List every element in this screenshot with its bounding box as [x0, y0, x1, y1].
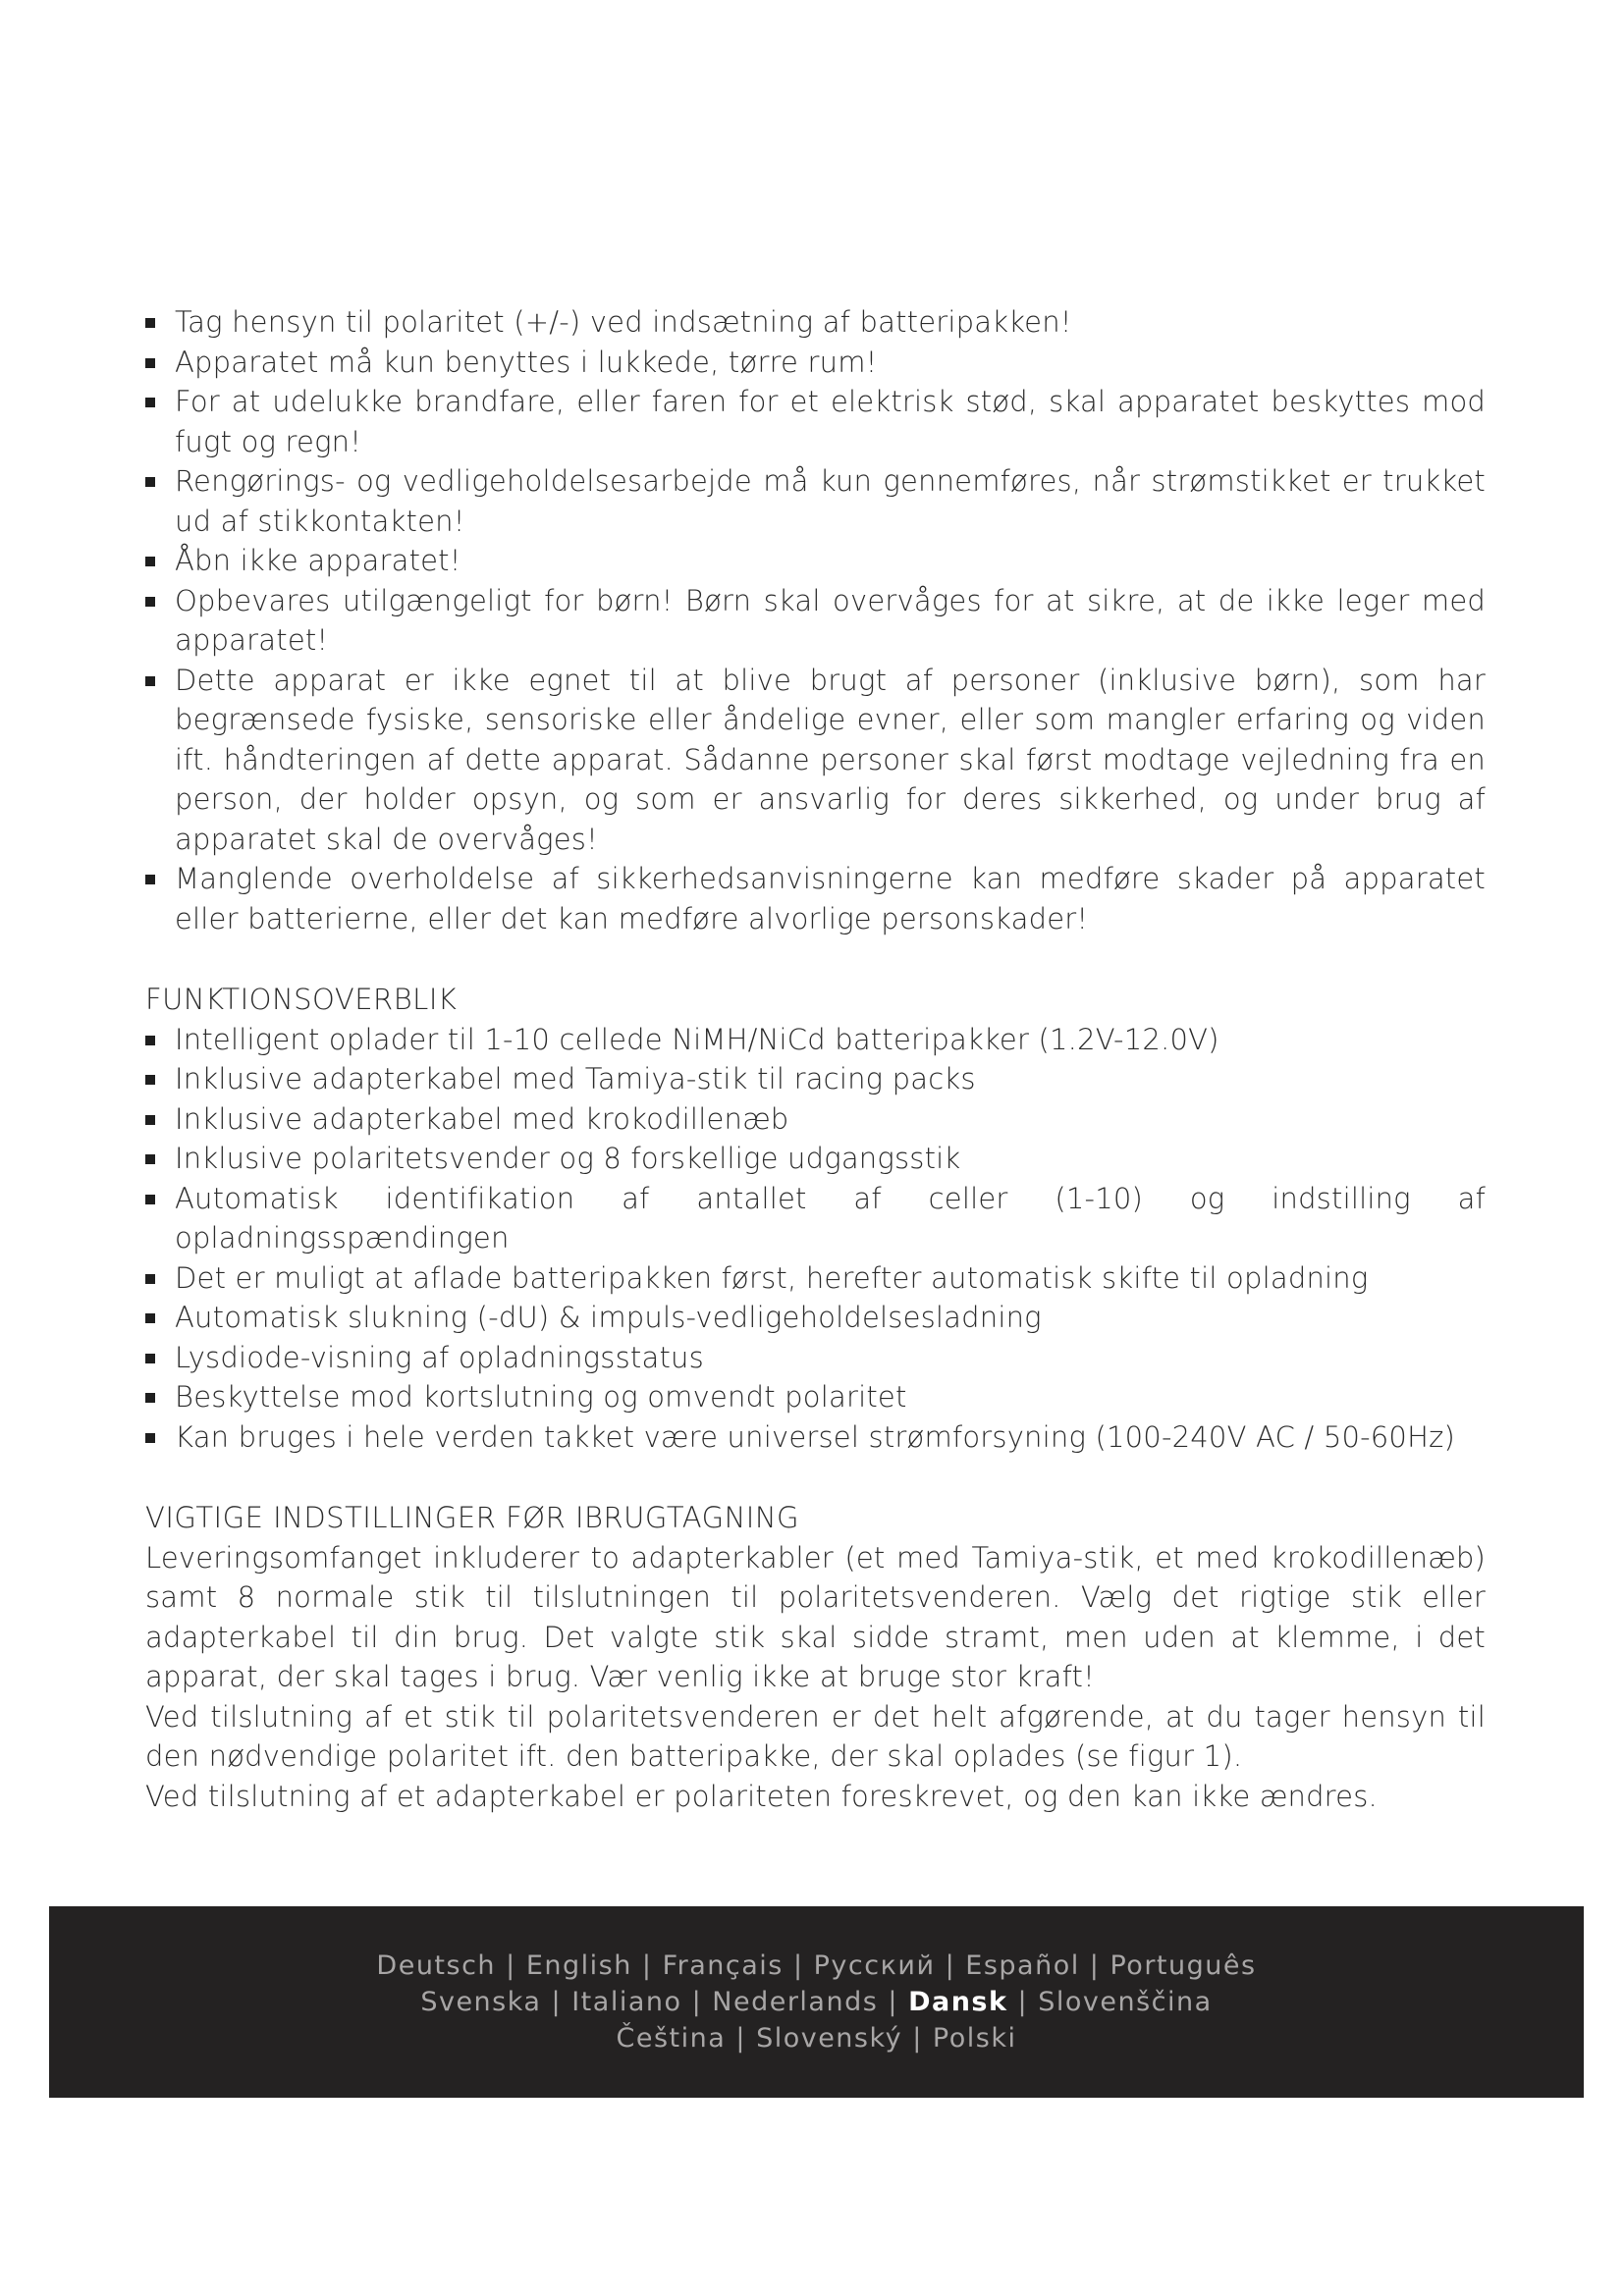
feature-item: Lysdiode-visning af opladningsstatus	[145, 1338, 1486, 1378]
feature-item: Inklusive adapterkabel med Tamiya-stik til racing packs	[145, 1059, 1486, 1099]
feature-item: Intelligent oplader til 1-10 cellede NiMH/NiCd batteripakker (1.2V-12.0V)	[145, 1020, 1486, 1060]
safety-item: Manglende overholdelse af sikkerhedsanvisningerne kan medføre skader på apparatet eller batterierne, eller det kan medføre alvorlige personskader!	[145, 859, 1486, 938]
language-link-portugues[interactable]: Português	[1110, 1950, 1257, 1981]
safety-item: Rengørings- og vedligeholdelsesarbejde må kun gennemføres, når strømstikket er trukket ud af stikkontakten!	[145, 461, 1486, 541]
language-link-dansk-active[interactable]: Dansk	[908, 1987, 1008, 2017]
feature-item: Kan bruges i hele verden takket være universel strømforsyning (100-240V AC / 50-60Hz)	[145, 1417, 1486, 1458]
language-link-svenska[interactable]: Svenska	[420, 1987, 542, 2017]
feature-item: Det er muligt at aflade batteripakken først, herefter automatisk skifte til opladning	[145, 1258, 1486, 1299]
language-link-english[interactable]: English	[525, 1950, 632, 1981]
features-list	[145, 1020, 1486, 1458]
language-link-francais[interactable]: Français	[662, 1950, 784, 1981]
language-separator: |	[631, 1950, 663, 1981]
language-line	[617, 2020, 1017, 2056]
language-link-nederlands[interactable]: Nederlands	[712, 1987, 879, 2017]
feature-item: Automatisk slukning (-dU) & impuls-vedligeholdelsesladning	[145, 1298, 1486, 1338]
feature-item: Automatisk identifikation af antallet af celler (1-10) og indstilling af opladningsspændingen	[145, 1179, 1486, 1258]
language-link-deutsch[interactable]: Deutsch	[376, 1950, 497, 1981]
language-link-polski[interactable]: Polski	[932, 2023, 1017, 2054]
safety-item: Tag hensyn til polaritet (+/-) ved indsætning af batteripakken!	[145, 302, 1486, 343]
feature-item: Inklusive adapterkabel med krokodillenæb	[145, 1099, 1486, 1140]
language-separator: |	[726, 2023, 757, 2054]
language-separator: |	[541, 1987, 572, 2017]
safety-item: Opbevares utilgængeligt for børn! Børn skal overvåges for at sikre, at de ikke leger med apparatet!	[145, 581, 1486, 661]
language-footer	[49, 1906, 1584, 2098]
safety-item: For at udelukke brandfare, eller faren for et elektrisk stød, skal apparatet beskyttes mod fugt og regn!	[145, 382, 1486, 461]
feature-item: Inklusive polaritetsvender og 8 forskellige udgangsstik	[145, 1139, 1486, 1179]
safety-item: Dette apparat er ikke egnet til at blive brugt af personer (inklusive børn), som har begrænsede fysiske, sensoriske eller åndelige evner, eller som mangler erfaring og viden ift. håndteringen af dette apparat. Sådanne personer skal først modtage vejledning fra en person, der holder opsyn, og som er ansvarlig for deres sikkerhed, og under brug af apparatet skal de overvåges!	[145, 661, 1486, 860]
language-separator: |	[935, 1950, 966, 1981]
settings-paragraph: Ved tilslutning af et stik til polaritetsvenderen er det helt afgørende, at du tager hensyn til den nødvendige polaritet ift. den batteripakke, der skal oplades (se figur 1).	[145, 1699, 1486, 1773]
language-line	[420, 1984, 1212, 2020]
language-separator: |	[1007, 1987, 1039, 2017]
language-separator: |	[902, 2023, 933, 2054]
language-link-italiano[interactable]: Italiano	[571, 1987, 682, 2017]
features-heading: FUNKTIONSOVERBLIK	[145, 983, 458, 1016]
language-separator: |	[496, 1950, 526, 1981]
language-link-slovenscina[interactable]: Slovenščina	[1038, 1987, 1213, 2017]
settings-paragraph: Ved tilslutning af et adapterkabel er polariteten foreskrevet, og den kan ikke ændres.	[145, 1779, 1378, 1813]
language-separator: |	[783, 1950, 814, 1981]
language-separator: |	[1079, 1950, 1110, 1981]
document-body	[145, 302, 1486, 1816]
feature-item: Beskyttelse mod kortslutning og omvendt polaritet	[145, 1377, 1486, 1417]
language-link-cestina[interactable]: Čeština	[616, 2023, 727, 2054]
language-link-slovensky[interactable]: Slovenský	[756, 2023, 903, 2054]
safety-list	[145, 302, 1486, 938]
language-link-espanol[interactable]: Español	[965, 1950, 1080, 1981]
language-link-russian[interactable]: Русский	[813, 1950, 936, 1981]
safety-item: Apparatet må kun benyttes i lukkede, tørre rum!	[145, 343, 1486, 383]
settings-paragraph: Leveringsomfanget inkluderer to adapterkabler (et med Tamiya-stik, et med krokodillenæb) samt 8 normale stik til tilslutningen til polaritetsvenderen. Vælg det rigtige stik eller adapterkabel til din brug. Det valgte stik skal sidde stramt, men uden at klemme, i det apparat, der skal tages i brug. Vær venlig ikke at bruge stor kraft!	[145, 1540, 1486, 1693]
safety-item: Åbn ikke apparatet!	[145, 541, 1486, 581]
language-separator: |	[681, 1987, 713, 2017]
settings-heading: VIGTIGE INDSTILLINGER FØR IBRUGTAGNING	[145, 1501, 799, 1534]
language-separator: |	[878, 1987, 909, 2017]
language-line	[376, 1948, 1256, 1984]
